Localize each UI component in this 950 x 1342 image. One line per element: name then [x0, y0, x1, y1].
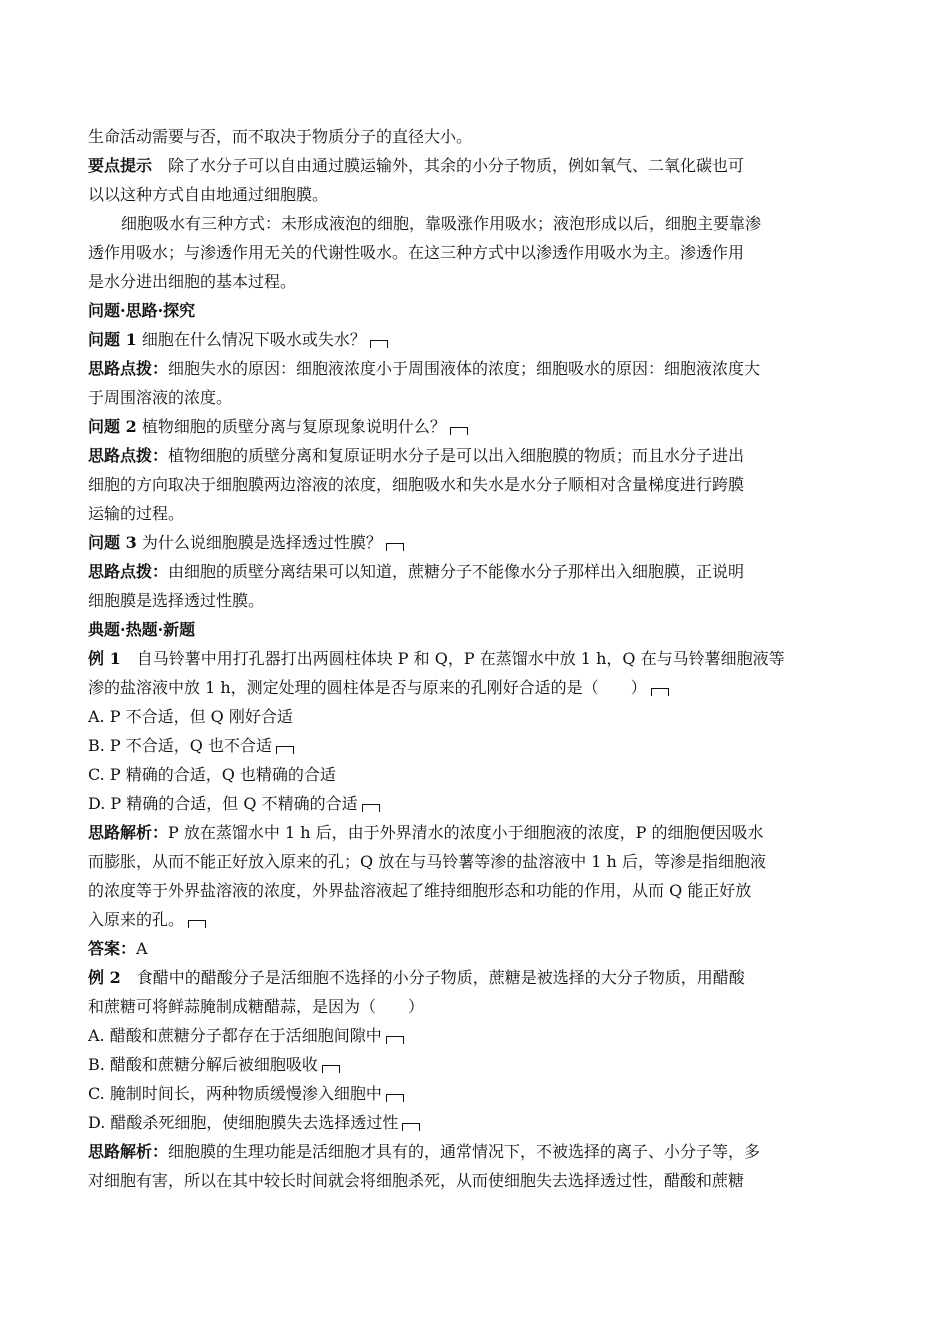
tips-line-2: 以以这种方式自由地通过细胞膜。 [88, 185, 329, 204]
question-3-hint-text-1: 由细胞的质壁分离结果可以知道，蔗糖分子不能像水分子那样出入细胞膜，正说明 [168, 562, 745, 581]
question-2 [88, 412, 868, 441]
example-2-text-1: 食醋中的醋酸分子是活细胞不选择的小分子物质，蔗糖是被选择的大分子物质，用醋酸 [136, 968, 745, 987]
intro-line: 生命活动需要与否，而不取决于物质分子的直径大小。 [88, 127, 473, 146]
question-1-hint-text-1: 细胞失水的原因：细胞液浓度小于周围液体的浓度；细胞吸水的原因：细胞液浓度大 [168, 359, 761, 378]
example-1-label: 例 1 [88, 649, 121, 668]
question-2-hint-text-1: 植物细胞的质壁分离和复原证明水分子是可以出入细胞膜的物质；而且水分子进出 [168, 446, 745, 465]
question-1-text: 细胞在什么情况下吸水或失水？ [141, 330, 366, 349]
example-2-option-a-text: A. 醋酸和蔗糖分子都存在于活细胞间隙中 [88, 1026, 382, 1045]
question-2-hint-line-3: 运输的过程。 [88, 504, 185, 523]
question-1-hint-line-1 [88, 354, 868, 383]
question-3-text: 为什么说细胞膜是选择透过性膜？ [141, 533, 382, 552]
example-1-answer [88, 934, 868, 963]
example-1-text-2: 渗的盐溶液中放 1 h，测定处理的圆柱体是否与原来的孔刚好合适的是（ ） [88, 678, 647, 697]
example-2-option-d [88, 1108, 868, 1137]
example-1-line-2 [88, 673, 868, 702]
example-2-analysis-line-2: 对细胞有害，所以在其中较长时间就会将细胞杀死，从而使细胞失去选择透过性，醋酸和蔗糖 [88, 1171, 745, 1190]
tips-paragraph-2-line-1: 细胞吸水有三种方式：未形成液泡的细胞，靠吸涨作用吸水；液泡形成以后，细胞主要靠渗 [121, 214, 762, 233]
return-mark-icon [386, 1094, 404, 1102]
example-2-option-c-text: C. 腌制时间长，两种物质缓慢渗入细胞中 [88, 1084, 382, 1103]
example-2-option-a [88, 1021, 868, 1050]
example-2-line-1 [88, 963, 868, 992]
return-mark-icon [370, 340, 388, 348]
tips-text-1: 除了水分子可以自由通过膜运输外，其余的小分子物质，例如氧气、二氧化碳也可 [168, 156, 745, 175]
return-mark-icon [386, 1036, 404, 1044]
question-2-text: 植物细胞的质壁分离与复原现象说明什么？ [141, 417, 446, 436]
question-1-hint-line-2: 于周围溶液的浓度。 [88, 388, 233, 407]
example-1-analysis-line-4 [88, 905, 868, 934]
example-1-analysis-text-1: P 放在蒸馏水中 1 h 后，由于外界清水的浓度小于细胞液的浓度，P 的细胞便因吸水 [168, 823, 764, 842]
example-1-analysis-line-2: 而膨胀，从而不能正好放入原来的孔；Q 放在与马铃薯等渗的盐溶液中 1 h 后，等渗是指细胞液 [88, 852, 766, 871]
return-mark-icon [402, 1123, 420, 1131]
hint-label: 思路点拨： [88, 446, 169, 465]
return-mark-icon [386, 543, 404, 551]
section-heading-explore: 问题·思路·探究 [88, 301, 196, 320]
answer-value: A [136, 939, 148, 958]
example-2-analysis-text-1: 细胞膜的生理功能是活细胞才具有的，通常情况下，不被选择的离子、小分子等，多 [168, 1142, 761, 1161]
analysis-label: 思路解析： [88, 1142, 169, 1161]
hint-label: 思路点拨： [88, 359, 169, 378]
question-3-hint-line-2: 细胞膜是选择透过性膜。 [88, 591, 265, 610]
return-mark-icon [322, 1065, 340, 1073]
example-1-option-b-text: B. P 不合适，Q 也不合适 [88, 736, 272, 755]
example-1-analysis-line-3: 的浓度等于外界盐溶液的浓度，外界盐溶液起了维持细胞形态和功能的作用，从而 Q 能正好放 [88, 881, 752, 900]
example-1-line-1 [88, 644, 868, 673]
example-1-analysis-line-1 [88, 818, 868, 847]
tips-label: 要点提示 [88, 156, 153, 175]
question-2-hint-line-2: 细胞的方向取决于细胞膜两边溶液的浓度，细胞吸水和失水是水分子顺相对含量梯度进行跨膜 [88, 475, 745, 494]
document-body [88, 122, 868, 1195]
tips-paragraph-2-line-3: 是水分进出细胞的基本过程。 [88, 272, 297, 291]
answer-label: 答案： [88, 939, 137, 958]
return-mark-icon [188, 920, 206, 928]
example-2-label: 例 2 [88, 968, 121, 987]
example-1-option-d-text: D. P 精确的合适，但 Q 不精确的合适 [88, 794, 358, 813]
tips-line-1 [88, 151, 868, 180]
analysis-label: 思路解析： [88, 823, 169, 842]
return-mark-icon [362, 804, 380, 812]
example-1-option-a: A. P 不合适，但 Q 刚好合适 [88, 707, 293, 726]
question-1 [88, 325, 868, 354]
example-1-option-b [88, 731, 868, 760]
hint-label: 思路点拨： [88, 562, 169, 581]
example-2-option-c [88, 1079, 868, 1108]
question-3-hint-line-1 [88, 557, 868, 586]
tips-paragraph-2-line-2: 透作用吸水；与渗透作用无关的代谢性吸水。在这三种方式中以渗透作用吸水为主。渗透作用 [88, 243, 745, 262]
return-mark-icon [450, 427, 468, 435]
question-2-label: 问题 2 [88, 417, 137, 436]
example-2-option-d-text: D. 醋酸杀死细胞，使细胞膜失去选择透过性 [88, 1113, 399, 1132]
question-3-label: 问题 3 [88, 533, 137, 552]
example-2-option-b [88, 1050, 868, 1079]
example-1-option-d [88, 789, 868, 818]
question-1-label: 问题 1 [88, 330, 137, 349]
section-heading-examples: 典题·热题·新题 [88, 620, 196, 639]
example-2-line-2: 和蔗糖可将鲜蒜腌制成糖醋蒜，是因为（ ） [88, 997, 425, 1016]
example-1-text-1: 自马铃薯中用打孔器打出两圆柱体块 P 和 Q，P 在蒸馏水中放 1 h，Q 在与马铃薯细胞液等 [136, 649, 785, 668]
question-3 [88, 528, 868, 557]
return-mark-icon [276, 746, 294, 754]
example-1-analysis-text-4: 入原来的孔。 [88, 910, 185, 929]
example-1-option-c: C. P 精确的合适，Q 也精确的合适 [88, 765, 336, 784]
return-mark-icon [651, 688, 669, 696]
example-2-option-b-text: B. 醋酸和蔗糖分解后被细胞吸收 [88, 1055, 318, 1074]
question-2-hint-line-1 [88, 441, 868, 470]
example-2-analysis-line-1 [88, 1137, 868, 1166]
